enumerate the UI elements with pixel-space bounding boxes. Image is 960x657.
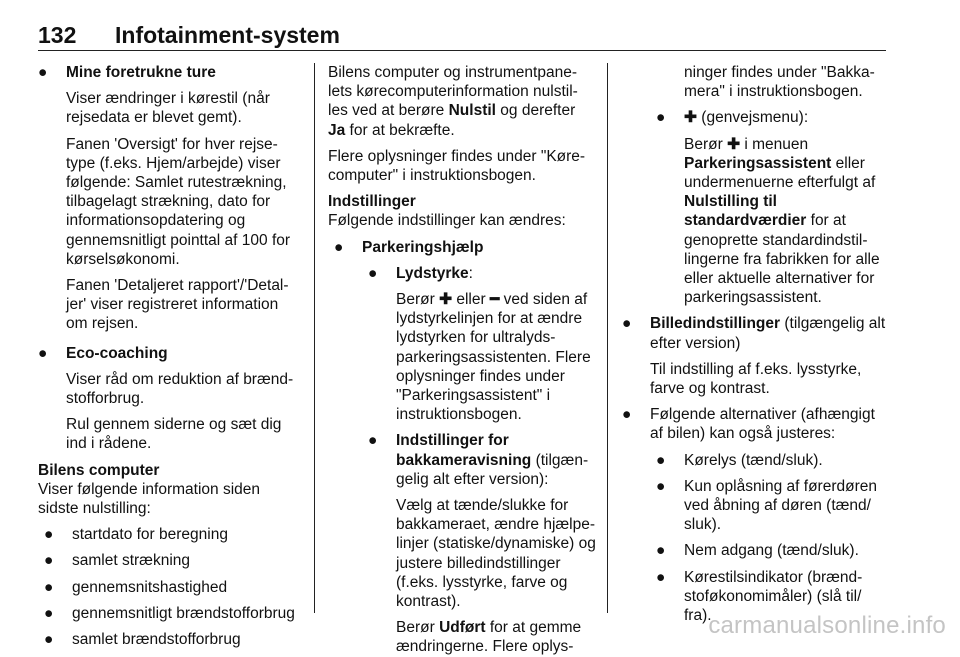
camera-line <box>396 618 593 637</box>
computer-item: gennemsnitshastighed <box>72 578 228 596</box>
camera-title-line: gelig alt efter version): <box>396 470 549 488</box>
sound-line: oplysninger findes under <box>396 367 565 385</box>
sound-line: "Parkeringsassistent" i <box>396 387 551 405</box>
other-item-line: stoføkonomimåler) (slå til/ <box>684 587 862 605</box>
bullet-dot: ● <box>44 552 54 570</box>
computer-item: startdato for beregning <box>72 526 228 544</box>
computer-heading: Bilens computer <box>38 461 160 479</box>
list-item <box>44 551 300 570</box>
bullet-shortcut <box>656 108 887 307</box>
list-item <box>44 604 300 623</box>
bullet-dot: ● <box>622 315 632 333</box>
reset-defaults-label: Nulstilling til <box>684 193 777 211</box>
reset-para-line <box>328 101 593 120</box>
text-run: i menuen <box>740 135 809 153</box>
image-line: farve og kontrast. <box>650 380 770 398</box>
bullet-dot: ● <box>656 109 666 127</box>
favorites-p1-line: Viser ændringer i kørestil (når <box>66 90 270 108</box>
sound-line: instruktionsbogen. <box>396 406 522 424</box>
bullet-camera <box>368 431 596 656</box>
shortcut-line: parkeringsassistent. <box>684 289 822 307</box>
parking-title: Parkeringshjælp <box>362 238 484 256</box>
camera-line: justere billedindstillinger <box>396 554 561 572</box>
header-rule <box>38 50 886 51</box>
text-run: Berør <box>396 291 440 309</box>
eco-p2-line: ind i rådene. <box>66 435 152 453</box>
bullet-dot: ● <box>44 631 54 649</box>
text-run: (tilgæn- <box>531 451 589 469</box>
other-item-line: Kørestilsindikator (brænd- <box>684 568 863 586</box>
favorites-p3-line: jer' viser registreret information <box>66 296 279 314</box>
favorites-p2-line: kørselsøkonomi. <box>66 250 180 268</box>
text-run: for at <box>806 212 846 230</box>
reset-defaults-label: standardværdier <box>684 212 807 230</box>
plus-icon: ✚ <box>727 135 741 153</box>
page-title: Infotainment-system <box>115 22 340 48</box>
shortcut-line <box>684 154 887 173</box>
text-run: Berør <box>684 135 728 153</box>
shortcut-line: genoprette standardindstil- <box>684 231 868 249</box>
shortcut-line: lingerne fra fabrikken for alle <box>684 250 880 268</box>
text-run: og derefter <box>495 102 576 120</box>
text-run: eller <box>452 291 490 309</box>
shortcut-title-line <box>684 108 887 127</box>
list-item <box>656 541 887 560</box>
favorites-p3-line: Fanen 'Detaljeret rapport'/'Detal- <box>66 277 289 295</box>
camera-line: linjer (statiske/dynamiske) og <box>396 535 596 553</box>
camera-continued <box>622 63 887 101</box>
other-item-line: Nem adgang (tænd/sluk). <box>684 542 859 560</box>
bullet-parking <box>334 238 596 657</box>
bullet-dot: ● <box>44 578 54 596</box>
column-2 <box>328 63 596 657</box>
favorites-p2-line: informationsopdatering og <box>66 212 246 230</box>
sound-line: lydstyrken for ultralyds- <box>396 329 556 347</box>
favorites-p2-line: type (f.eks. Hjem/arbejde) viser <box>66 154 281 172</box>
bullet-dot: ● <box>368 264 378 282</box>
favorites-p2-line: tilbagelagt strækning, dato for <box>66 193 271 211</box>
text-run: ved siden af <box>499 291 588 309</box>
text-run: les ved at berøre <box>328 102 449 120</box>
image-line: Til indstilling af f.eks. lysstyrke, <box>650 360 862 378</box>
bullet-eco <box>38 344 300 454</box>
bullet-dot: ● <box>656 568 666 586</box>
bullet-dot: ● <box>656 542 666 560</box>
text-run: eller <box>831 154 865 172</box>
text-run: for at bekræfte. <box>345 121 455 139</box>
done-label: Udført <box>439 619 486 637</box>
favorites-title: Mine foretrukne ture <box>66 64 216 81</box>
reset-label: Nulstil <box>448 102 496 120</box>
parking-assist-label: Parkeringsassistent <box>684 154 832 172</box>
other-item-line: Kun oplåsning af førerdøren <box>684 477 877 495</box>
camera-title: Indstillinger for <box>396 432 509 450</box>
text-run: : <box>468 264 473 282</box>
bullet-dot: ● <box>44 526 54 544</box>
plus-icon: ✚ <box>684 109 697 127</box>
column-1 <box>38 63 300 649</box>
minus-icon: ━ <box>489 291 500 309</box>
camera-title-line <box>396 451 593 470</box>
bullet-dot: ● <box>656 477 666 495</box>
bullet-dot: ● <box>656 451 666 469</box>
eco-p2-line: Rul gennem siderne og sæt dig <box>66 416 282 434</box>
plus-icon: ✚ <box>439 291 453 309</box>
shortcut-line <box>684 135 887 154</box>
settings-heading: Indstillinger <box>328 193 416 211</box>
bullet-other <box>622 405 887 625</box>
shortcut-line: undermenuerne efterfulgt af <box>684 174 876 192</box>
list-item <box>44 525 300 544</box>
other-line: Følgende alternativer (afhængigt <box>650 406 875 424</box>
list-item <box>44 578 300 597</box>
reset-para-line: Bilens computer og instrumentpane- <box>328 64 577 81</box>
shortcut-line: eller aktuelle alternativer for <box>684 270 875 288</box>
computer-intro-line: Viser følgende information siden <box>38 480 261 498</box>
bullet-dot: ● <box>38 64 48 81</box>
shortcut-line <box>684 211 887 230</box>
bullet-dot: ● <box>368 432 378 450</box>
watermark: carmanualsonline.info <box>708 612 946 639</box>
bullet-dot: ● <box>622 406 632 424</box>
sound-line <box>396 290 593 309</box>
eco-p1-line: Viser råd om reduktion af brænd- <box>66 370 294 388</box>
other-line: af bilen) kan også justeres: <box>650 425 836 443</box>
text-run: (genvejsmenu): <box>697 109 809 127</box>
eco-title: Eco-coaching <box>66 344 168 362</box>
settings-intro: Følgende indstillinger kan ændres: <box>328 212 566 230</box>
more-info-line: Flere oplysninger findes under "Køre- <box>328 147 586 165</box>
list-item <box>656 451 887 470</box>
yes-label: Ja <box>328 121 346 139</box>
column-divider-2 <box>607 63 608 613</box>
camera-line: (f.eks. lysstyrke, farve og <box>396 573 568 591</box>
camera-line: bakkameraet, ændre hjælpe- <box>396 516 596 534</box>
page-number: 132 <box>38 22 77 48</box>
other-item-line: fra). <box>684 607 712 625</box>
camera-title: bakkameravisning <box>396 451 532 469</box>
other-item-line: ved åbning af døren (tænd/ <box>684 497 871 515</box>
sound-line: parkeringsassistenten. Flere <box>396 348 591 366</box>
sound-title: Lydstyrke <box>396 264 469 282</box>
favorites-p2-line: Fanen 'Oversigt' for hver rejse- <box>66 135 278 153</box>
image-title: Billedindstillinger <box>650 315 781 333</box>
list-item <box>44 630 300 649</box>
more-info-line: computer" i instruktionsbogen. <box>328 167 536 185</box>
computer-item: gennemsnitligt brændstofforbrug <box>72 604 295 622</box>
image-line: efter version) <box>650 334 741 352</box>
text-run: (tilgængelig alt <box>780 315 886 333</box>
bullet-dot: ● <box>38 344 48 362</box>
favorites-p1-line: rejsedata er blevet gemt). <box>66 109 242 127</box>
page-header <box>38 22 886 48</box>
bullet-dot: ● <box>334 238 344 256</box>
computer-intro-line: sidste nulstilling: <box>38 500 151 518</box>
list-item <box>656 477 887 535</box>
sound-line: lydstyrkelinjen for at ændre <box>396 310 583 328</box>
camera-line: ændringerne. Flere oplys- <box>396 638 574 656</box>
favorites-p2-line: følgende: Samlet rutestrækning, <box>66 174 287 192</box>
text-run: for at gemme <box>485 619 582 637</box>
other-item-line: Kørelys (tænd/sluk). <box>684 451 823 469</box>
column-3 <box>622 63 887 625</box>
bullet-favorites <box>38 63 300 334</box>
camera-line: kontrast). <box>396 593 461 611</box>
column-divider-1 <box>314 63 315 613</box>
bullet-image <box>622 314 887 398</box>
bullet-dot: ● <box>44 604 54 622</box>
favorites-p2-line: gennemsnitligt pointtal af 100 for <box>66 231 291 249</box>
sound-title-line <box>396 264 593 283</box>
continued-line: ninger findes under "Bakka- <box>684 64 875 81</box>
bullet-sound <box>368 264 593 425</box>
computer-item: samlet brændstofforbrug <box>72 631 241 649</box>
computer-item: samlet strækning <box>72 552 191 570</box>
eco-p1-line: stofforbrug. <box>66 390 145 408</box>
favorites-p3-line: om rejsen. <box>66 315 139 333</box>
text-run: Berør <box>396 619 440 637</box>
continued-line: mera" i instruktionsbogen. <box>684 83 863 101</box>
image-title-line <box>650 314 887 333</box>
camera-line: Vælg at tænde/slukke for <box>396 497 569 515</box>
reset-para-line: lets kørecomputerinformation nulstil- <box>328 83 578 101</box>
other-item-line: sluk). <box>684 516 722 534</box>
reset-para-line <box>328 121 593 140</box>
